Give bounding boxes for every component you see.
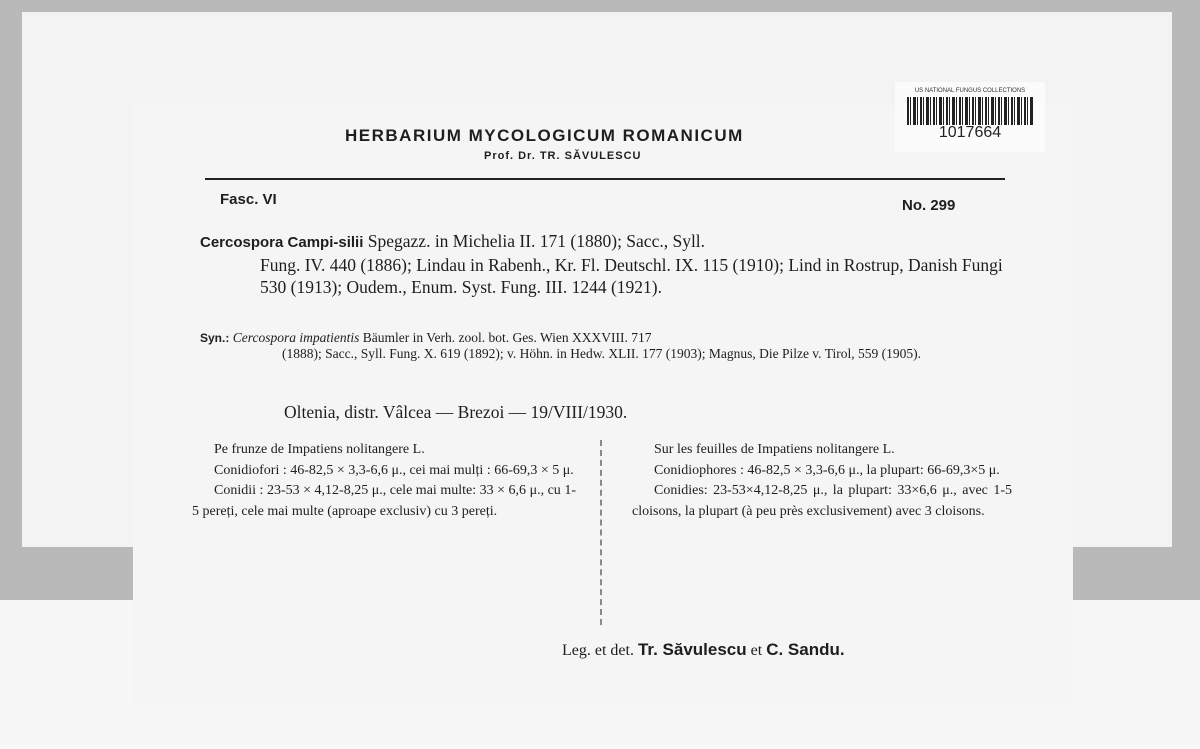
column-divider [600, 440, 603, 625]
barcode-bars [907, 97, 1033, 125]
synonym-block [200, 330, 1012, 362]
french-conidia: Conidies: 23-53×4,12-8,25 μ., la plupart: 33×6,6 μ., avec 1-5 cloisons, la plupart (à peu près exclusivement) avec 3 cloisons. [632, 483, 1012, 519]
citation-continuation: Fung. IV. 440 (1886); Lindau in Rabenh., Kr. Fl. Deutschl. IX. 115 (1910); Lind in Rostrup, Danish Fungi 530 (1913); Oudem., Enum. Syst. Fung. III. 1244 (1921). [260, 255, 1003, 297]
barcode-number: 1017664 [938, 124, 1002, 141]
collector-name-2: C. Sandu. [766, 640, 845, 659]
locality-line: Oltenia, distr. Vâlcea — Brezoi — 19/VIII/1930. [284, 402, 628, 422]
romanian-conidiophores: Conidiofori : 46-82,5 × 3,3-6,6 μ., cei mai mulți : 66-69,3 × 5 μ. [214, 462, 574, 478]
fascicle-label: Fasc. VI [220, 191, 277, 208]
french-conidiophores: Conidiophores : 46-82,5 × 3,3-6,6 μ., la plupart: 66-69,3×5 μ. [654, 462, 1000, 478]
romanian-host: Pe frunze de Impatiens nolitangere L. [214, 442, 425, 457]
specimen-number: No. 299 [902, 197, 956, 214]
taxon-citation [200, 230, 1012, 298]
collector-name-1: Tr. Săvulescu [637, 640, 747, 659]
collector-line [562, 640, 845, 660]
romanian-conidia: Conidii : 23-53 × 4,12-8,25 μ., cele mai multe: 33 × 6,6 μ., cu 1-5 pereți, cele mai multe (aproape exclusiv) cu 3 pereți. [192, 483, 576, 519]
header-divider [205, 178, 1005, 180]
synonym-first-line: Bäumler in Verh. zool. bot. Ges. Wien XXXVIII. 717 [362, 330, 652, 345]
citation-first-line: Spegazz. in Michelia II. 171 (1880); Sacc., Syll. [367, 231, 706, 251]
synonym-name: Cercospora impatientis [232, 330, 360, 345]
barcode-tag [895, 82, 1045, 152]
taxon-name: Cercospora Campi-silii [200, 234, 364, 251]
collector-conjunction: et [750, 642, 763, 659]
herbarium-subtitle: Prof. Dr. TR. SĂVULESCU [484, 150, 642, 162]
romanian-description [192, 440, 576, 522]
collector-prefix: Leg. et det. [562, 642, 634, 659]
synonym-label: Syn.: [200, 331, 230, 345]
french-description [632, 440, 1012, 522]
synonym-continuation: (1888); Sacc., Syll. Fung. X. 619 (1892); v. Höhn. in Hedw. XLII. 177 (1903); Magnus, Die Pilze v. Tirol, 559 (1905). [282, 346, 921, 361]
barcode-heading: US NATIONAL FUNGUS COLLECTIONS [914, 88, 1026, 94]
herbarium-title: HERBARIUM MYCOLOGICUM ROMANICUM [345, 126, 744, 145]
french-host: Sur les feuilles de Impatiens nolitangere L. [654, 442, 895, 457]
